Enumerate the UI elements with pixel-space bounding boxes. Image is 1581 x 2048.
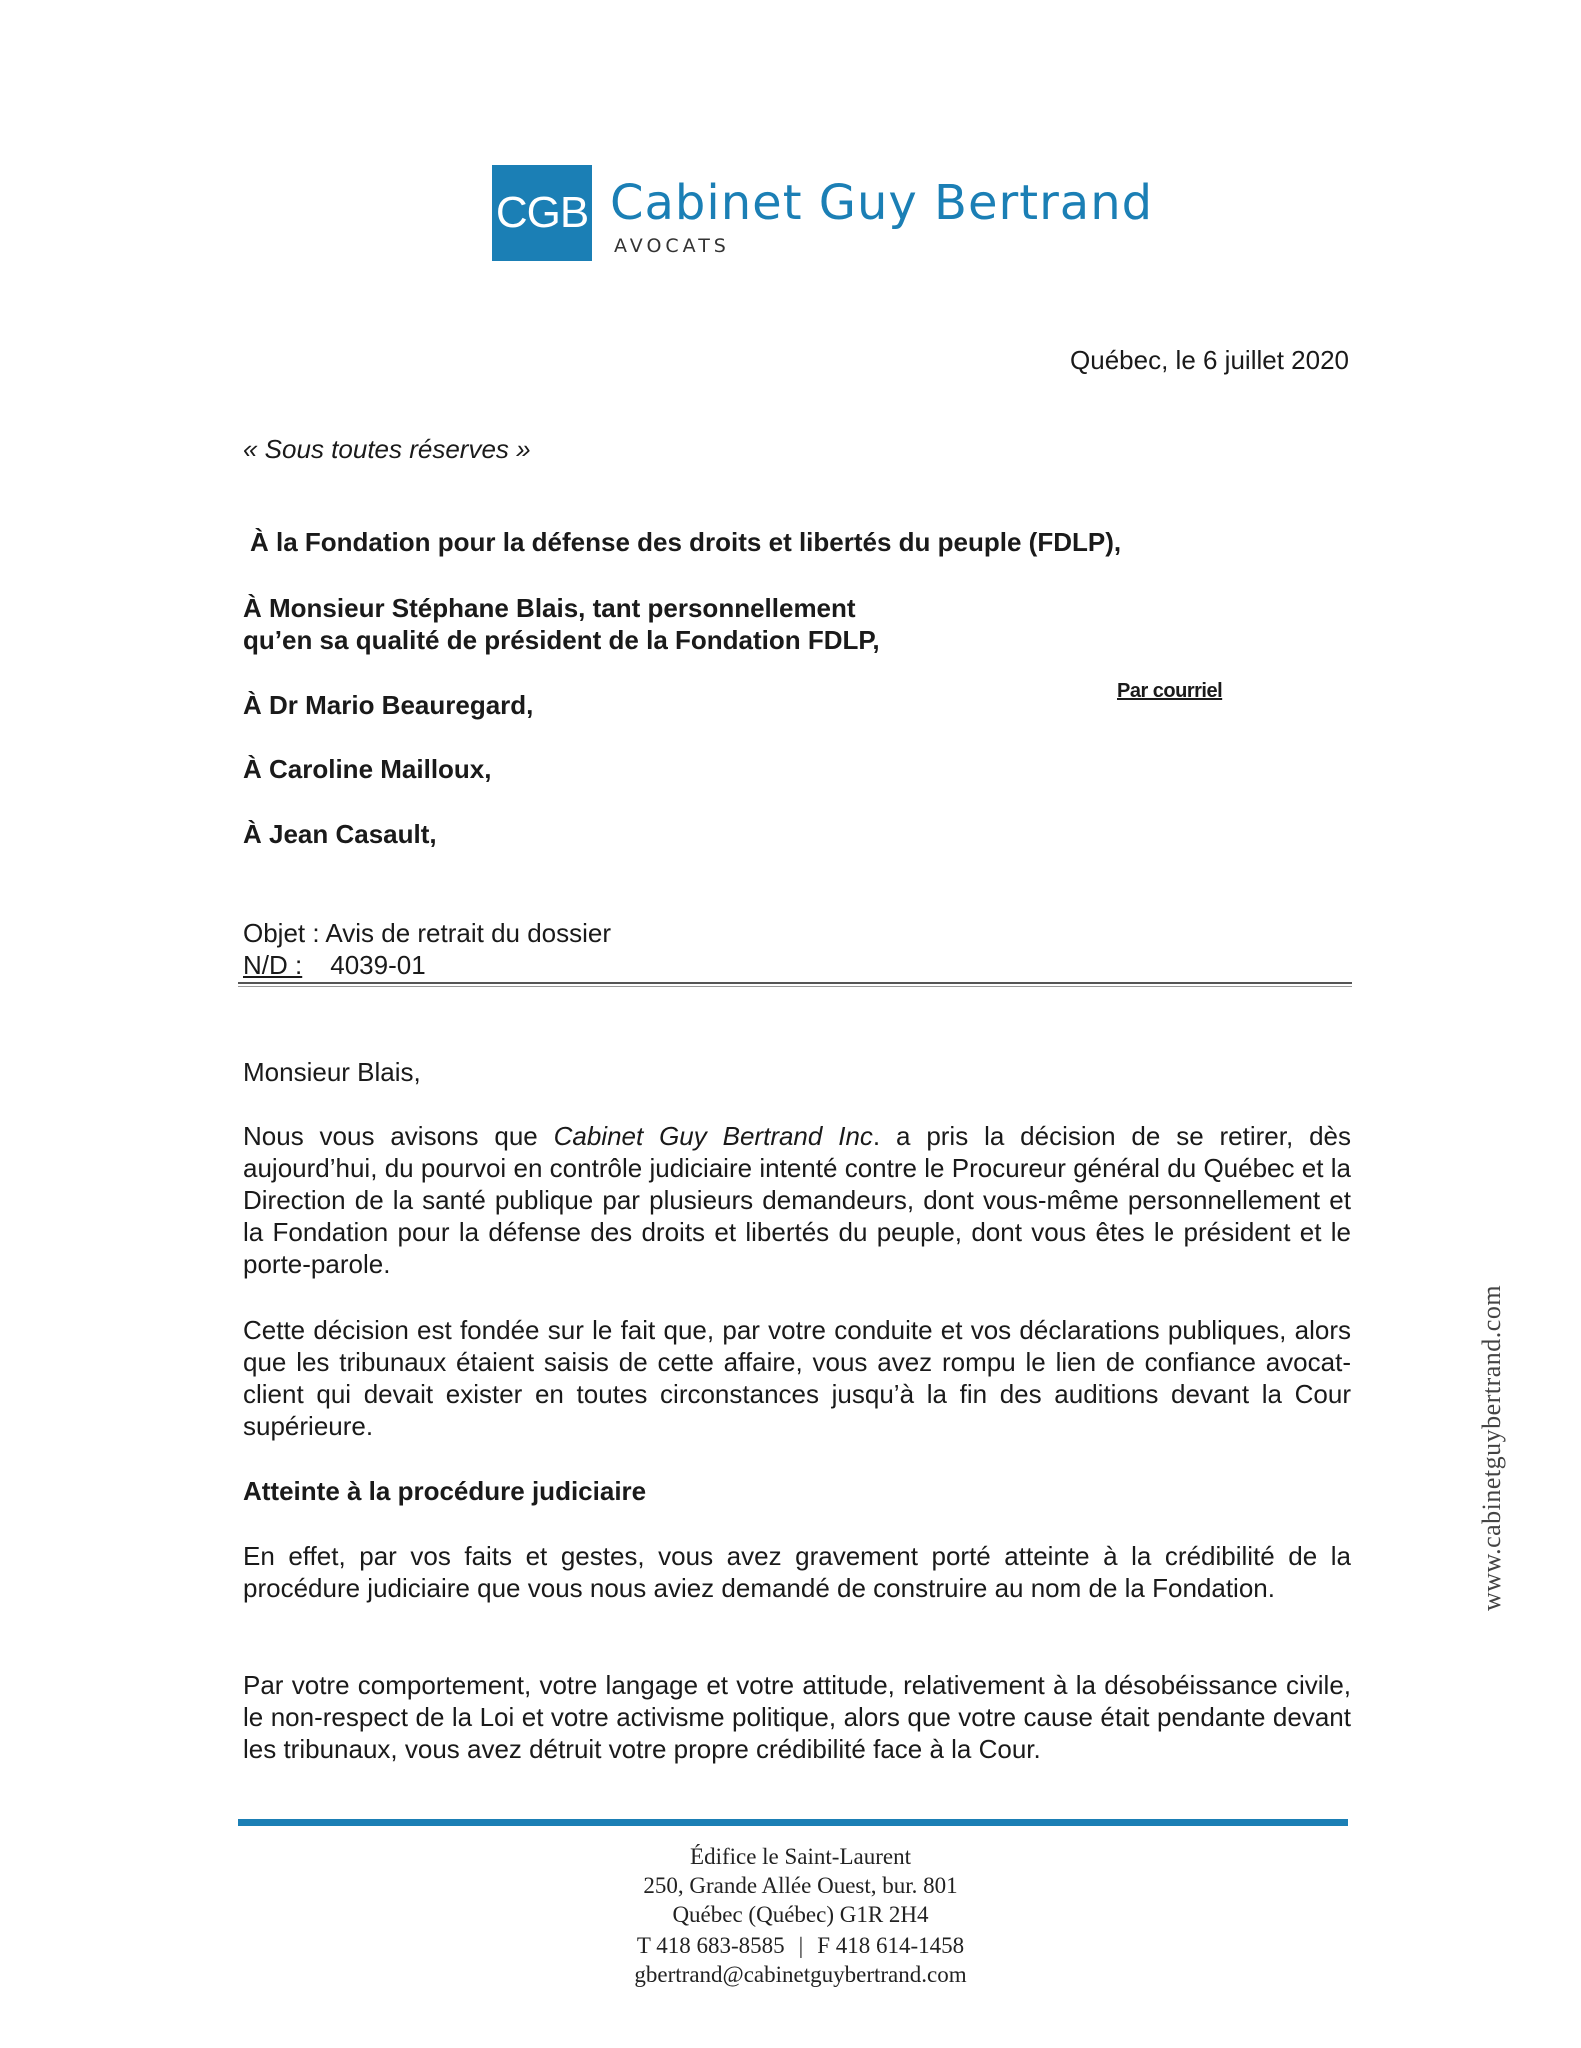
section-heading: Atteinte à la procédure judiciaire	[243, 1476, 647, 1506]
footer-phone-fax	[20, 1931, 1581, 1960]
recipient-blais	[243, 592, 880, 656]
side-website: www.cabinetguybertrand.com	[1477, 1284, 1506, 1612]
letter-date: Québec, le 6 juillet 2020	[1070, 345, 1349, 375]
subject-divider	[238, 982, 1352, 984]
body-paragraph-4: Par votre comportement, votre langage et votre attitude, relativement à la désobéissance civile, le non-respect de la Loi et votre activisme politique, alors que votre cause était pendante devant les tribunaux, vous avez détruit votre propre crédibilité face à la Cour.	[243, 1670, 1351, 1764]
recipient-blais-line1: À Monsieur Stéphane Blais, tant personnellement	[243, 593, 856, 623]
footer-fax: F 418 614-1458	[817, 1933, 965, 1958]
firm-logo	[492, 165, 1154, 261]
footer-address	[0, 1842, 1581, 1989]
letter-subject: Objet : Avis de retrait du dossier	[243, 918, 612, 948]
salutation: Monsieur Blais,	[243, 1057, 421, 1087]
recipient-mailloux: À Caroline Mailloux,	[243, 754, 492, 784]
paragraph-1-suffix: . a pris la décision de se retirer, dès aujourd’hui, du pourvoi en contrôle judiciaire intenté contre le Procureur général du Québec et la Direction de la santé publique par plusieurs demandeurs, dont vous-même personnellement et la Fondation pour la défense des droits et libertés du peuple, dont vous êtes le président et le porte-parole.	[243, 1121, 1351, 1279]
recipient-blais-line2: qu’en sa qualité de président de la Fondation FDLP,	[243, 625, 880, 655]
file-reference	[243, 949, 426, 981]
recipient-beauregard: À Dr Mario Beauregard,	[243, 690, 534, 720]
footer-city: Québec (Québec) G1R 2H4	[672, 1902, 929, 1927]
body-paragraph-3: En effet, par vos faits et gestes, vous avez gravement porté atteinte à la crédibilité de la procédure judiciaire que vous nous aviez demandé de construire au nom de la Fondation.	[243, 1541, 1351, 1603]
file-reference-value: 4039-01	[330, 950, 426, 980]
footer-email: gbertrand@cabinetguybertrand.com	[634, 1962, 967, 1987]
footer-separator: |	[798, 1933, 804, 1958]
footer-building: Édifice le Saint-Laurent	[690, 1844, 911, 1869]
logo-initials-box: CGB	[492, 165, 592, 261]
firm-name-inline: Cabinet Guy Bertrand Inc	[553, 1121, 873, 1151]
paragraph-1-prefix: Nous vous avisons que	[243, 1121, 554, 1151]
logo-firm-name: Cabinet Guy Bertrand	[610, 175, 1154, 231]
body-paragraph-2: Cette décision est fondée sur le fait que, par votre conduite et vos déclarations publiques, alors que les tribunaux étaient saisis de cette affaire, vous avez rompu le lien de confiance avocat-client qui devait exister en toutes circonstances jusqu’à la fin des auditions devant la Cour supérieure.	[243, 1315, 1351, 1441]
footer-phone: T 418 683-8585	[636, 1933, 785, 1958]
body-paragraph-1	[243, 1120, 1351, 1280]
without-prejudice-note: « Sous toutes réserves »	[243, 434, 531, 464]
footer-street: 250, Grande Allée Ouest, bur. 801	[643, 1873, 958, 1898]
footer-divider	[238, 1819, 1348, 1826]
delivery-method: Par courriel	[1117, 680, 1223, 702]
recipient-casault: À Jean Casault,	[243, 819, 437, 849]
logo-subtitle: AVOCATS	[614, 235, 730, 257]
file-reference-label: N/D :	[243, 950, 303, 980]
recipient-foundation: À la Fondation pour la défense des droits et libertés du peuple (FDLP),	[250, 527, 1122, 557]
